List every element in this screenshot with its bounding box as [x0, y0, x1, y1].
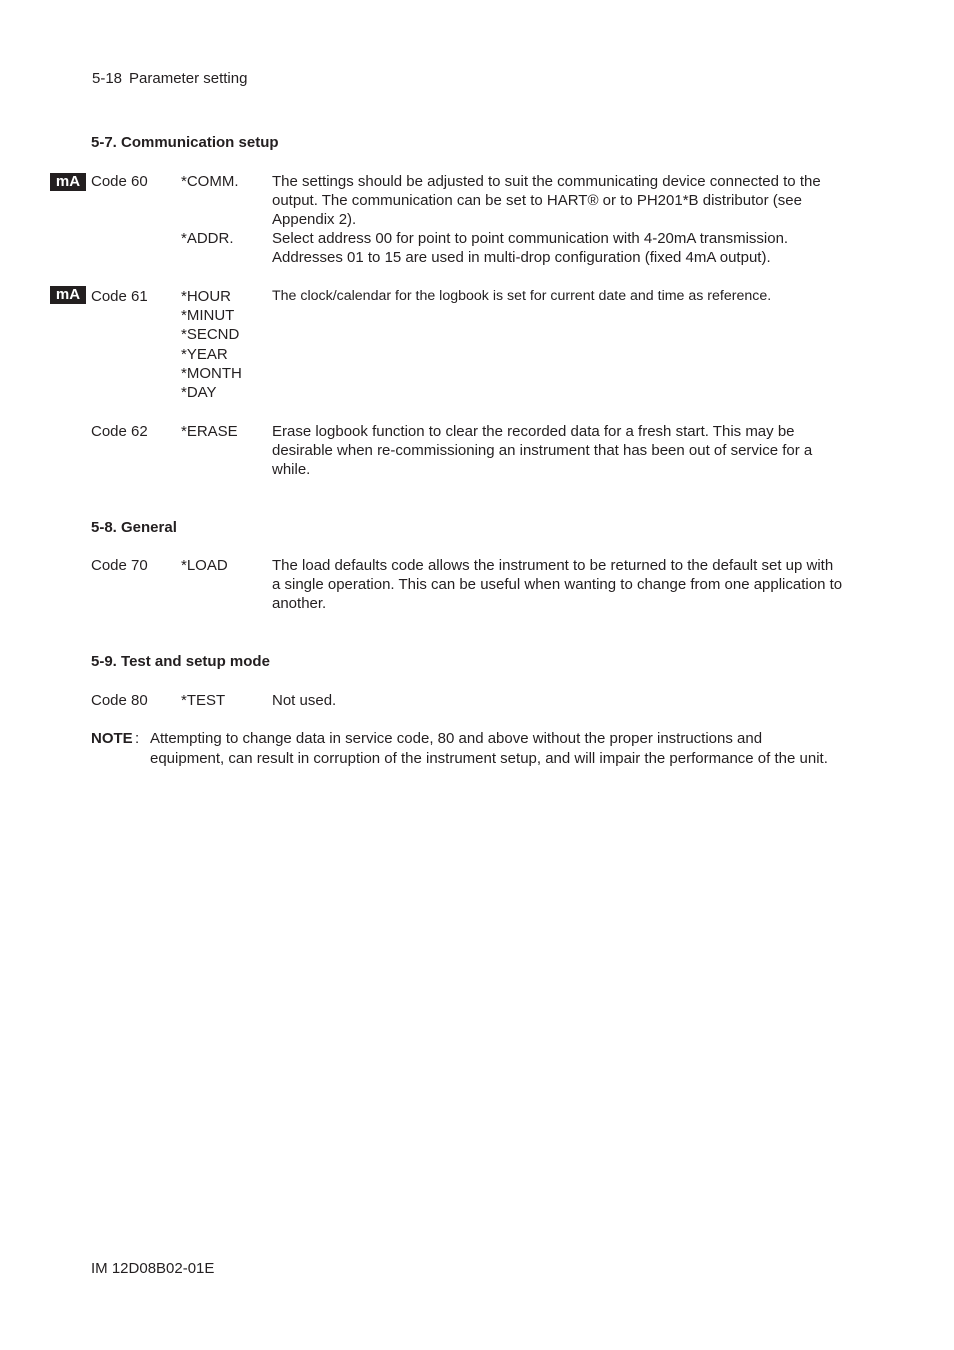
param-year: *YEAR	[181, 345, 228, 363]
code-label: Code 80	[91, 692, 148, 709]
param-load: *LOAD	[181, 557, 228, 574]
document-id: IM 12D08B02-01E	[91, 1260, 215, 1277]
code-label: Code 70	[91, 557, 148, 574]
param-description: Erase logbook function to clear the recorded data for a fresh start. This may be desirable when re-commissioning an instrument that has been out of service for a while.	[272, 423, 813, 479]
code-label: Code 60	[91, 173, 148, 190]
param-secnd: *SECND	[181, 326, 240, 344]
section-title-communication-setup: 5-7. Communication setup	[91, 134, 279, 151]
param-comm: *COMM.	[181, 173, 239, 190]
page-header	[92, 69, 247, 88]
param-test: *TEST	[181, 692, 226, 709]
code-label: Code 62	[91, 423, 148, 440]
param-erase: *ERASE	[181, 423, 238, 440]
section-title-general: 5-8. General	[91, 519, 177, 536]
param-description: Not used.	[272, 692, 337, 709]
note-label: NOTE	[91, 730, 133, 747]
param-minut: *MINUT	[181, 307, 235, 325]
param-description: Select address 00 for point to point communication with 4-20mA transmission. Addresses 01 to 15 are used in multi-drop configuration (fixed 4mA output).	[272, 230, 789, 267]
param-description: The load defaults code allows the instrument to be returned to the default set up with a single operation. This can be useful when wanting to change from one application to another.	[272, 557, 843, 613]
note-text: Attempting to change data in service code, 80 and above without the proper instructions and equipment, can result in corruption of the instrument setup, and will impair the performance of the unit.	[150, 730, 828, 767]
ma-badge: mA	[50, 173, 86, 191]
param-description: The settings should be adjusted to suit the communicating device connected to the output. The communication can be set to HART® or to PH201*B distributor (see Appendix 2).	[272, 173, 821, 229]
code-label: Code 61	[91, 288, 148, 305]
note-colon: :	[135, 730, 140, 747]
section-title-test-and-setup-mode: 5-9. Test and setup mode	[91, 653, 270, 670]
header-title: Parameter setting	[129, 70, 248, 87]
param-month: *MONTH	[181, 364, 242, 382]
param-addr: *ADDR.	[181, 230, 234, 247]
ma-badge: mA	[50, 286, 86, 304]
param-day: *DAY	[181, 384, 217, 402]
param-description: The clock/calendar for the logbook is set for current date and time as reference.	[272, 288, 772, 304]
param-list	[181, 287, 242, 402]
param-hour: *HOUR	[181, 288, 232, 305]
page-number: 5-18	[92, 70, 123, 87]
